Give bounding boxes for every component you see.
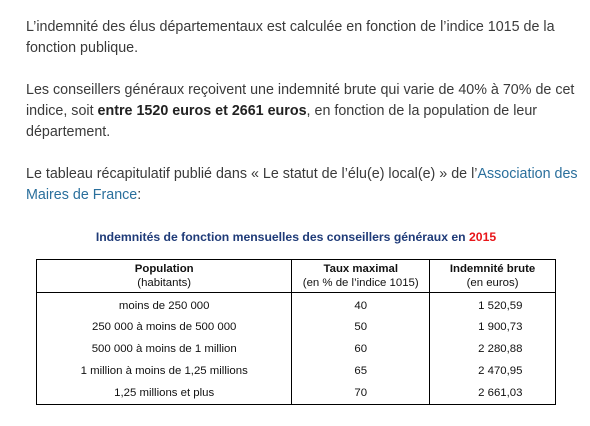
cell-rate: 60 bbox=[292, 338, 430, 360]
amf-link[interactable]: Association des Maires de France bbox=[26, 166, 578, 203]
cell-indemnity: 2 280,88 bbox=[430, 338, 556, 360]
cell-indemnity: 1 900,73 bbox=[430, 316, 556, 338]
header-rate-label: Taux maximal bbox=[323, 263, 398, 275]
table-row bbox=[37, 316, 556, 338]
cell-population: moins de 250 000 bbox=[37, 293, 292, 317]
cell-population: 250 000 à moins de 500 000 bbox=[37, 316, 292, 338]
header-rate-unit: (en % de l’indice 1015) bbox=[302, 277, 419, 289]
paragraph-intro bbox=[26, 17, 578, 59]
paragraph-source-text: Le tableau récapitulatif publié dans « Le statut de l’élu(e) local(e) » de l’ bbox=[26, 166, 478, 182]
paragraph-amount-text: Les conseillers généraux reçoivent une indemnité brute qui varie de 40% à 70% de cet indice, soit bbox=[26, 82, 575, 119]
cell-rate: 70 bbox=[292, 382, 430, 405]
indemnity-table bbox=[36, 259, 556, 405]
cell-indemnity: 2 470,95 bbox=[430, 360, 556, 382]
paragraph-amount bbox=[26, 80, 578, 143]
paragraph-amount-text-end: , en fonction de la population de leur département. bbox=[26, 103, 538, 140]
header-rate bbox=[292, 260, 430, 293]
amount-range-bold: entre 1520 euros et 2661 euros bbox=[97, 103, 307, 119]
cell-indemnity: 2 661,03 bbox=[430, 382, 556, 405]
cell-population: 500 000 à moins de 1 million bbox=[37, 338, 292, 360]
table-title-text: Indemnités de fonction mensuelles des conseillers généraux en bbox=[95, 230, 466, 244]
table-title-year: 2015 bbox=[469, 230, 497, 244]
cell-indemnity: 1 520,59 bbox=[430, 293, 556, 317]
header-indemnity bbox=[430, 260, 556, 293]
header-population-label: Population bbox=[134, 263, 194, 275]
cell-rate: 40 bbox=[292, 293, 430, 317]
table-header bbox=[37, 260, 556, 293]
paragraph-source bbox=[26, 164, 578, 206]
header-population bbox=[37, 260, 292, 293]
table-row bbox=[37, 338, 556, 360]
cell-rate: 50 bbox=[292, 316, 430, 338]
header-indemnity-unit: (en euros) bbox=[466, 277, 519, 289]
header-indemnity-label: Indemnité brute bbox=[449, 263, 536, 275]
cell-population: 1,25 millions et plus bbox=[37, 382, 292, 405]
table-row bbox=[37, 382, 556, 405]
table-body bbox=[37, 293, 556, 405]
cell-rate: 65 bbox=[292, 360, 430, 382]
paragraph-source-colon: : bbox=[137, 187, 142, 203]
paragraph-intro-text: L’indemnité des élus départementaux est calculée en fonction de l’indice 1015 de la fonction publique. bbox=[26, 19, 555, 56]
header-population-unit: (habitants) bbox=[137, 277, 192, 289]
cell-population: 1 million à moins de 1,25 millions bbox=[37, 360, 292, 382]
table-row bbox=[37, 293, 556, 317]
table-title bbox=[36, 230, 556, 244]
table-header-row bbox=[37, 260, 556, 293]
table-row bbox=[37, 360, 556, 382]
